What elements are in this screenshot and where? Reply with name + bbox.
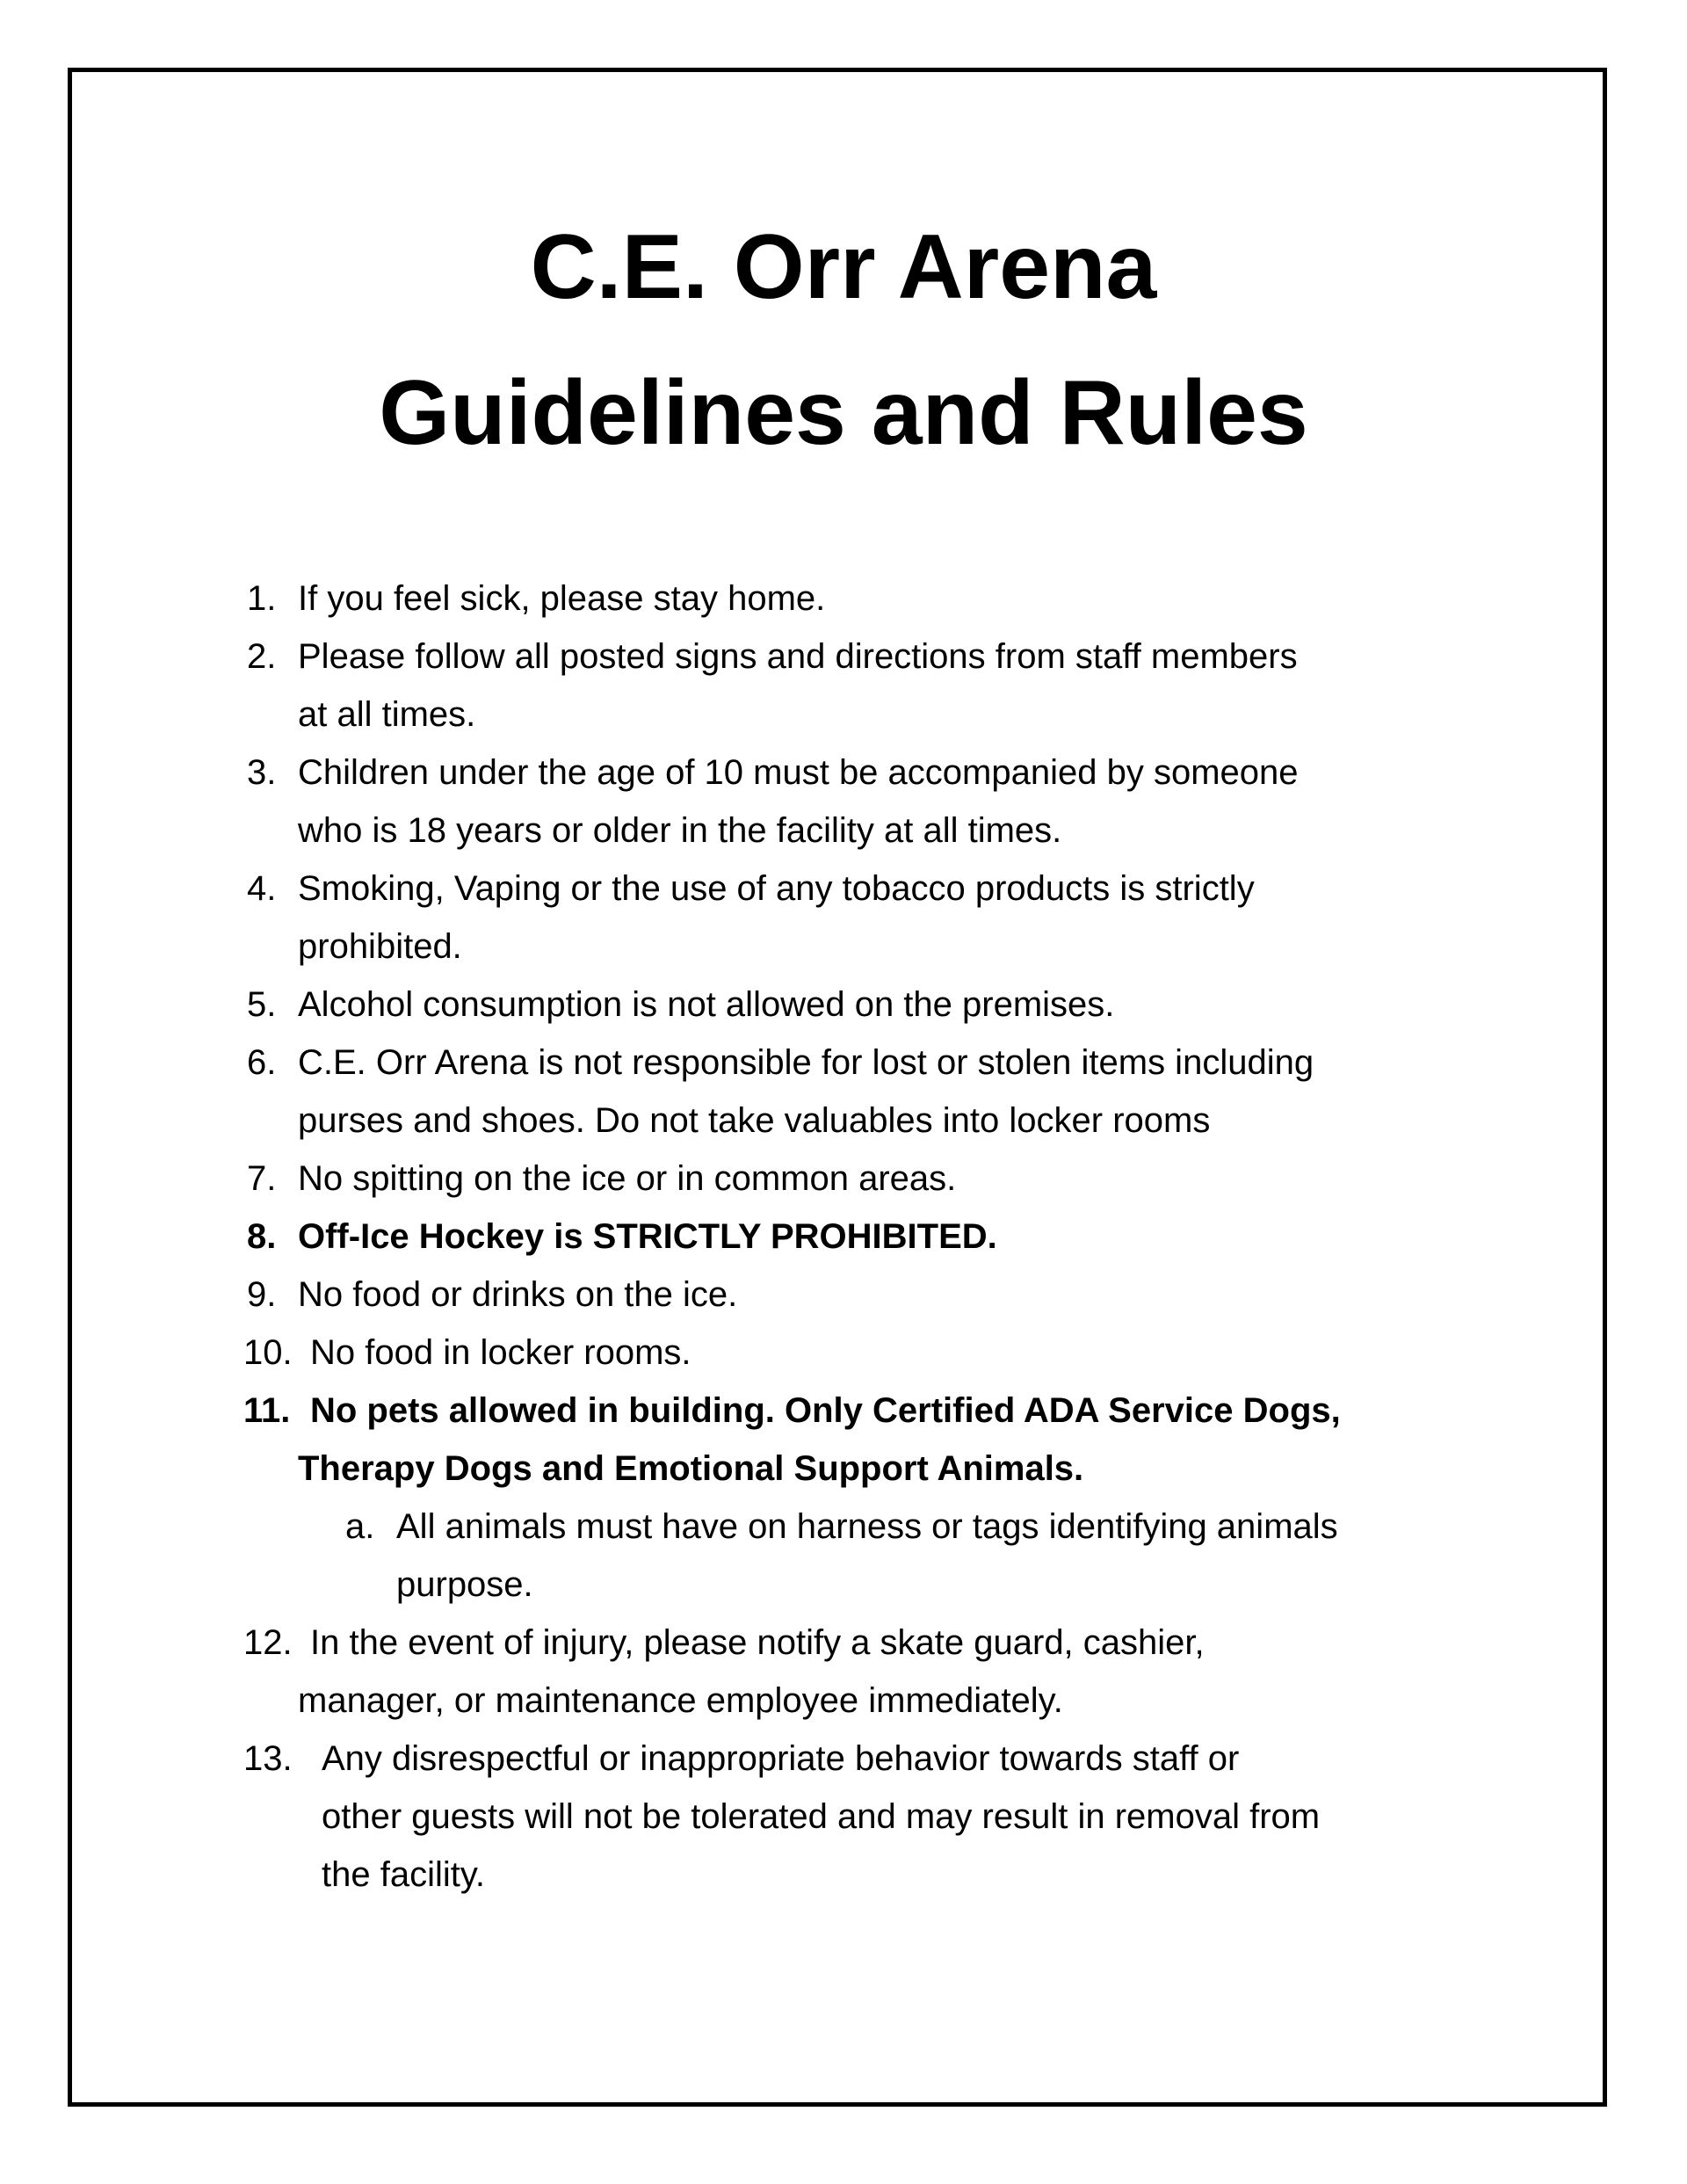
rule-number: 7. — [247, 1159, 277, 1198]
rule-text: Alcohol consumption is not allowed on the premises. — [298, 985, 1115, 1024]
rule-item-3 — [0, 744, 1484, 860]
rule-text: purses and shoes. Do not take valuables into locker rooms — [298, 1101, 1211, 1140]
sub-rule-text: purpose. — [396, 1565, 533, 1604]
rule-item-5 — [0, 976, 1484, 1034]
rule-number: 6. — [247, 1043, 277, 1082]
rule-number: 10. — [243, 1333, 293, 1372]
sub-rule-letter: a. — [345, 1507, 375, 1546]
document-title: C.E. Orr Arena — [530, 216, 1157, 318]
rule-number: 3. — [247, 753, 277, 792]
rule-item-6 — [0, 1034, 1484, 1150]
rule-item-11 — [0, 1382, 1484, 1498]
document-subtitle: Guidelines and Rules — [379, 362, 1308, 464]
rule-number: 4. — [247, 869, 277, 908]
rule-text: Therapy Dogs and Emotional Support Animals. — [298, 1449, 1084, 1488]
sub-rule-text: All animals must have on harness or tags identifying animals — [396, 1507, 1338, 1546]
sub-rule-item-11a — [0, 1498, 1495, 1614]
rule-text: Off-Ice Hockey is STRICTLY PROHIBITED. — [298, 1217, 997, 1256]
rule-text: who is 18 years or older in the facility at all times. — [298, 811, 1062, 850]
rule-text: No spitting on the ice or in common areas. — [298, 1159, 957, 1198]
rule-text: C.E. Orr Arena is not responsible for lost or stolen items including — [298, 1043, 1314, 1082]
rule-text: other guests will not be tolerated and may result in removal from — [322, 1797, 1321, 1836]
rule-text: No food in locker rooms. — [310, 1333, 691, 1372]
rule-text: at all times. — [298, 695, 476, 734]
rule-item-10 — [0, 1324, 1484, 1382]
rule-item-2 — [0, 628, 1484, 744]
rule-item-4 — [0, 860, 1484, 976]
rule-text: In the event of injury, please notify a skate guard, cashier, — [310, 1623, 1205, 1662]
rule-item-12 — [0, 1614, 1484, 1730]
rule-text: manager, or maintenance employee immediately. — [298, 1681, 1063, 1720]
rule-number: 1. — [247, 579, 277, 618]
rule-item-1 — [0, 570, 1484, 628]
rule-item-13 — [0, 1730, 1490, 1904]
rule-text: prohibited. — [298, 927, 462, 966]
rule-number: 13. — [243, 1739, 293, 1778]
rule-text: Children under the age of 10 must be accompanied by someone — [298, 753, 1299, 792]
rule-text: Any disrespectful or inappropriate behavior towards staff or — [322, 1739, 1240, 1778]
rule-number: 5. — [247, 985, 277, 1024]
rule-text: If you feel sick, please stay home. — [298, 579, 826, 618]
rule-item-8 — [0, 1208, 1484, 1266]
rule-text: the facility. — [322, 1855, 485, 1894]
rule-item-7 — [0, 1150, 1484, 1208]
rule-number: 2. — [247, 637, 277, 676]
rule-number: 12. — [243, 1623, 293, 1662]
rule-number: 8. — [247, 1217, 277, 1256]
rule-number: 11. — [243, 1391, 291, 1430]
rule-text: Please follow all posted signs and directions from staff members — [298, 637, 1298, 676]
rule-text: No food or drinks on the ice. — [298, 1275, 738, 1314]
rule-item-9 — [0, 1266, 1484, 1324]
rule-number: 9. — [247, 1275, 277, 1314]
rule-text: Smoking, Vaping or the use of any tobacco products is strictly — [298, 869, 1255, 908]
rule-text: No pets allowed in building. Only Certified ADA Service Dogs, — [310, 1391, 1341, 1430]
rules-list — [0, 570, 1687, 1904]
